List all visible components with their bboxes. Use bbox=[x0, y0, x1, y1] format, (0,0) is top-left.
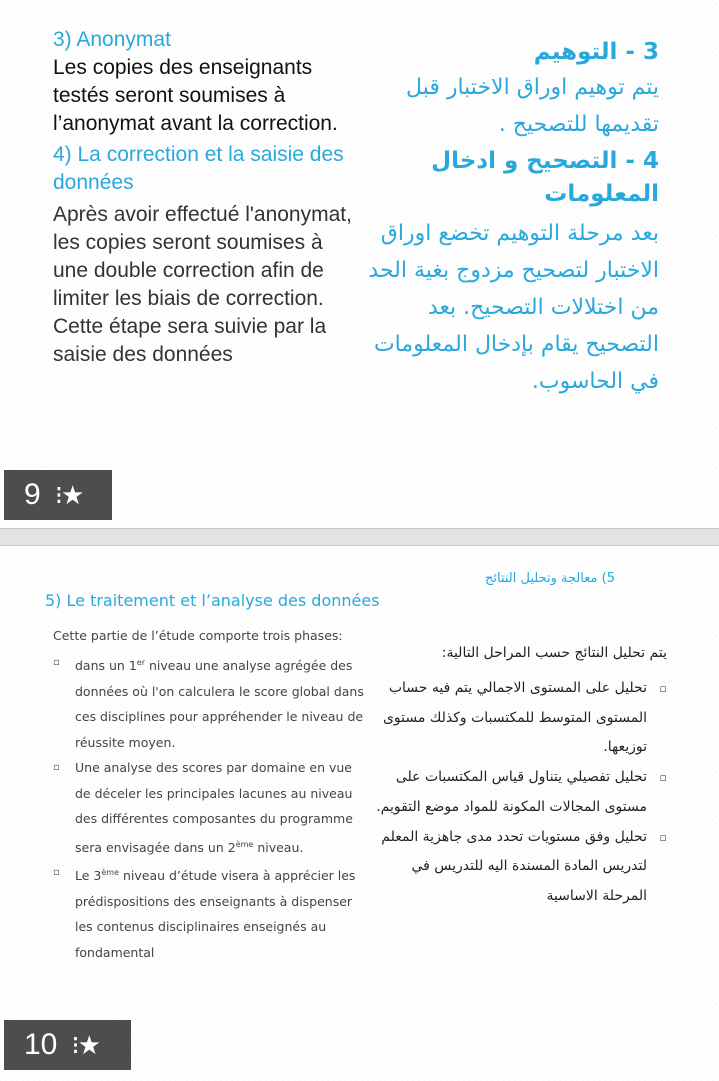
list-item-text: dans un 1 bbox=[75, 658, 137, 674]
square-bullet-icon: ▫ bbox=[659, 771, 667, 785]
list-item-text: Le 3 bbox=[75, 868, 102, 884]
list-item bbox=[367, 763, 667, 822]
star-icon[interactable]: ⁝★ bbox=[71, 1029, 99, 1060]
list-item-text: تحليل تفصيلي يتناول قياس المكتسبات على مستوى المجالات المكونة للمواد موضع التقويم. bbox=[376, 769, 647, 815]
list-item bbox=[367, 823, 667, 912]
fr-heading-analysis: 5) Le traitement et l’analyse des données bbox=[45, 591, 380, 610]
square-bullet-icon: ▫ bbox=[659, 682, 667, 695]
slide-number: 10 bbox=[24, 1028, 58, 1061]
superscript: ème bbox=[101, 868, 120, 878]
list-item-text: Une analyse des scores par domaine en vue de déceler les principales lacunes au niveau des différentes composantes du programme sera envisagée dans un 2 bbox=[75, 760, 353, 855]
square-bullet-icon: ▫ bbox=[659, 830, 667, 844]
list-item-text: niveau une analyse agrégée des données où l'on calculera le score global dans ces disciplines pour appréhender le niveau de réussite moyen. bbox=[75, 658, 364, 750]
slide-number-badge-10[interactable] bbox=[4, 1020, 131, 1070]
slide10-french-column bbox=[53, 626, 365, 965]
ar-intro: يتم تحليل النتائج حسب المراحل التالية: bbox=[441, 645, 667, 661]
ar-text-correction: بعد مرحلة التوهيم تخضع اوراق الاختبار لتصحيح مزدوج بغية الحد من اختلالات التصحيح. بعد التصحيح يقام بإدخال المعلومات في الحاسوب. bbox=[368, 221, 659, 394]
ar-heading-anonymat: 3 - التوهيم bbox=[533, 39, 659, 65]
ar-phase-list bbox=[367, 674, 667, 912]
star-icon[interactable]: ⁝★ bbox=[54, 479, 83, 510]
list-item bbox=[53, 650, 365, 755]
slide-9 bbox=[0, 0, 719, 529]
slide-number: 9 bbox=[24, 478, 41, 511]
fr-text-correction: Après avoir effectué l'anonymat, les copies seront soumises à une double correction afin de limiter les biais de correction. Cette étape sera suivie par la saisie des données bbox=[53, 203, 352, 366]
slide10-arabic-column bbox=[367, 640, 667, 912]
square-bullet-icon: ▫ bbox=[53, 657, 60, 668]
list-item-text: niveau d’étude visera à apprécier les prédispositions des enseignants à dispenser les contenus disciplinaires enseignés au fondamental bbox=[75, 868, 356, 960]
fr-intro: Cette partie de l’étude comporte trois phases: bbox=[53, 628, 343, 643]
list-item-text: تحليل على المستوى الاجمالي يتم فيه حساب المستوى المتوسط للمكتسبات وكذلك مستوى توزيعها. bbox=[382, 680, 647, 756]
slide9-french-column bbox=[53, 26, 353, 369]
superscript: ème bbox=[235, 839, 254, 849]
fr-text-anonymat: Les copies des enseignants testés seront soumises à l’anonymat avant la correction. bbox=[53, 56, 338, 135]
slide9-arabic-column bbox=[359, 36, 659, 400]
square-bullet-icon: ▫ bbox=[53, 762, 60, 774]
ar-heading-correction: 4 - التصحيح و ادخال المعلومات bbox=[431, 148, 659, 207]
square-bullet-icon: ▫ bbox=[53, 867, 60, 879]
superscript: er bbox=[136, 658, 145, 667]
list-item-text: niveau. bbox=[253, 839, 304, 855]
list-item-text: تحليل وفق مستويات تحدد مدى جاهزية المعلم لتدريس المادة المسندة اليه للتدريس في المرحلة الاساسية bbox=[381, 828, 647, 904]
slide-number-badge-9[interactable] bbox=[4, 470, 112, 520]
ar-text-anonymat: يتم توهيم اوراق الاختبار قبل تقديمها للتصحيح . bbox=[406, 75, 659, 137]
fr-heading-anonymat: 3) Anonymat bbox=[53, 28, 171, 51]
fr-phase-list bbox=[53, 650, 365, 965]
list-item bbox=[53, 755, 365, 860]
ar-heading-analysis: 5) معالجة وتحليل النتائج bbox=[484, 571, 615, 586]
list-item bbox=[53, 860, 365, 965]
fr-heading-correction: 4) La correction et la saisie des données bbox=[53, 143, 344, 194]
list-item bbox=[367, 674, 667, 763]
